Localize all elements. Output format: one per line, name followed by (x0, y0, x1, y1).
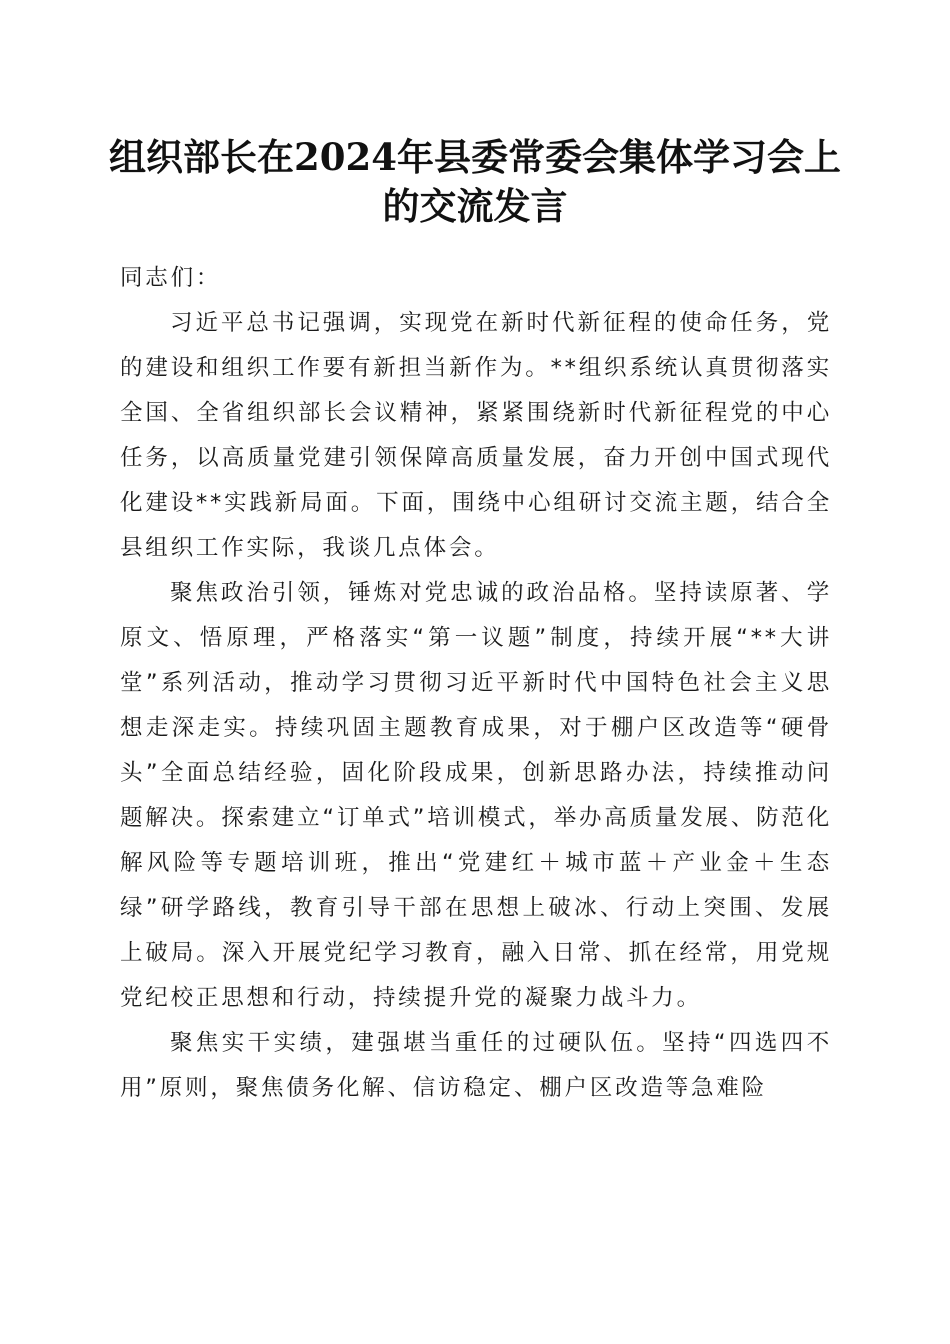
salutation: 同志们： (120, 265, 222, 291)
document-body (120, 256, 832, 1111)
paragraph-political-guidance: 聚焦政治引领，锤炼对党忠诚的政治品格。坚持读原著、学原文、悟原理，严格落实“第一议题”制度，持续开展“**大讲堂”系列活动，推动学习贯彻习近平新时代中国特色社会主义思想走深走实。持续巩固主题教育成果，对于棚户区改造等“硬骨头”全面总结经验，固化阶段成果，创新思路办法，持续推动问题解决。探索建立“订单式”培训模式，举办高质量发展、防范化解风险等专题培训班，推出“党建红＋城市蓝＋产业金＋生态绿”研学路线，教育引导干部在思想上破冰、行动上突围、发展上破局。深入开展党纪学习教育，融入日常、抓在经常，用党规党纪校正思想和行动，持续提升党的凝聚力战斗力。 (120, 580, 833, 1011)
title-line-2: 的交流发言 (382, 184, 568, 228)
document-title (100, 133, 850, 231)
paragraph-practical-results: 聚焦实干实绩，建强堪当重任的过硬队伍。坚持“四选四不用”原则，聚焦债务化解、信访稳定、棚户区改造等急难险 (120, 1030, 832, 1101)
paragraph-intro: 习近平总书记强调，实现党在新时代新征程的使命任务，党的建设和组织工作要有新担当新作为。**组织系统认真贯彻落实全国、全省组织部长会议精神，紧紧围绕新时代新征程党的中心任务，以高质量党建引领保障高质量发展，奋力开创中国式现代化建设**实践新局面。下面，围绕中心组研讨交流主题，结合全县组织工作实际，我谈几点体会。 (120, 310, 832, 561)
title-line-1: 组织部长在2024年县委常委会集体学习会上 (109, 135, 841, 179)
